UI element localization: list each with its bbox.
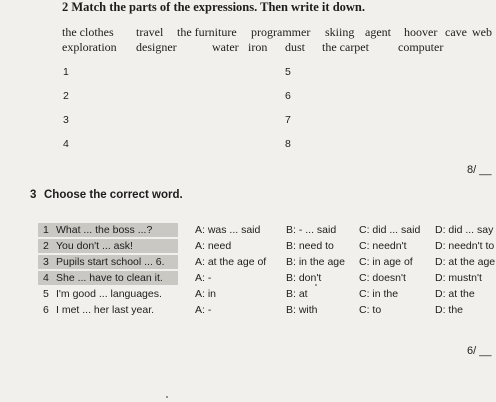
- option-d[interactable]: D: at the age: [435, 256, 496, 268]
- match-number-left: 1: [63, 66, 69, 78]
- word-bank-word: exploration: [62, 40, 117, 54]
- option-c[interactable]: C: in age of: [359, 256, 413, 268]
- word-bank-word: skiing: [325, 25, 355, 39]
- word-bank-word: web: [472, 25, 492, 39]
- question-row: [38, 222, 496, 238]
- option-b[interactable]: B: in the age: [286, 256, 345, 268]
- word-bank-word: hoover: [404, 25, 438, 39]
- word-bank-row-1: [62, 25, 496, 40]
- match-number-right: 7: [285, 114, 291, 126]
- question-row: [38, 270, 496, 286]
- word-bank-word: dust: [285, 40, 306, 54]
- option-d[interactable]: D: did ... say: [435, 224, 494, 236]
- speck: [315, 284, 317, 286]
- question-text: You don't ... ask!: [56, 240, 133, 252]
- question-row: [38, 286, 496, 302]
- question-text: I'm good ... languages.: [56, 288, 162, 300]
- word-bank-word: the furniture: [177, 25, 237, 39]
- option-c[interactable]: C: in the: [359, 288, 399, 300]
- question-number: 2: [43, 240, 49, 252]
- question-number: 3: [43, 256, 49, 268]
- match-number-right: 6: [285, 90, 291, 102]
- option-b[interactable]: B: need to: [286, 240, 334, 252]
- option-b[interactable]: B: at: [286, 288, 308, 300]
- exercise-3-number: 3: [30, 189, 37, 201]
- option-b[interactable]: B: - ... said: [286, 224, 337, 236]
- word-bank-word: iron: [248, 40, 268, 54]
- word-bank: [62, 25, 496, 55]
- word-bank-word: the clothes: [62, 25, 114, 39]
- word-bank-word: programmer: [251, 25, 311, 39]
- speck: [166, 396, 168, 398]
- question-table: [38, 222, 496, 318]
- word-bank-word: cave: [445, 25, 467, 39]
- option-a[interactable]: A: need: [195, 240, 232, 252]
- option-d[interactable]: D: the: [435, 304, 464, 316]
- match-number-left: 2: [63, 90, 69, 102]
- match-number-right: 8: [285, 138, 291, 150]
- word-bank-word: agent: [365, 25, 391, 39]
- option-c[interactable]: C: did ... said: [359, 224, 421, 236]
- match-number-left: 3: [63, 114, 69, 126]
- option-a[interactable]: A: in: [195, 288, 217, 300]
- option-a[interactable]: A: at the age of: [195, 256, 267, 268]
- option-c[interactable]: C: needn't: [359, 240, 407, 252]
- option-c[interactable]: C: doesn't: [359, 272, 406, 284]
- question-row: [38, 254, 496, 270]
- question-text: What ... the boss ...?: [56, 224, 153, 236]
- option-d[interactable]: D: needn't to: [435, 240, 495, 252]
- question-row: [38, 238, 496, 254]
- question-number: 1: [43, 224, 49, 236]
- exercise-3-title: Choose the correct word.: [44, 189, 183, 201]
- option-d[interactable]: D: at the: [435, 288, 475, 300]
- word-bank-row-2: [62, 40, 496, 55]
- match-number-left: 4: [63, 138, 69, 150]
- option-d[interactable]: D: mustn't: [435, 272, 482, 284]
- question-number: 5: [43, 288, 49, 300]
- option-a[interactable]: A: -: [195, 272, 212, 284]
- question-row: [38, 302, 496, 318]
- option-b[interactable]: B: with: [286, 304, 318, 316]
- option-c[interactable]: C: to: [359, 304, 382, 316]
- question-number: 6: [43, 304, 49, 316]
- exercise-3-score: 6/ __: [467, 345, 492, 357]
- word-bank-word: travel: [136, 25, 164, 39]
- question-text: I met ... her last year.: [56, 304, 155, 316]
- word-bank-word: the carpet: [322, 40, 369, 54]
- exercise-2-title: 2 Match the parts of the expressions. Then write it down.: [62, 0, 366, 14]
- option-b[interactable]: B: don't: [286, 272, 322, 284]
- question-text: Pupils start school ... 6.: [56, 256, 165, 268]
- option-a[interactable]: A: -: [195, 304, 212, 316]
- question-text: She ... have to clean it.: [56, 272, 163, 284]
- word-bank-word: computer: [398, 40, 444, 54]
- option-a[interactable]: A: was ... said: [195, 224, 261, 236]
- question-number: 4: [43, 272, 49, 284]
- exercise-2-score: 8/ __: [467, 164, 492, 176]
- word-bank-word: designer: [136, 40, 177, 54]
- match-number-right: 5: [285, 66, 291, 78]
- word-bank-word: water: [212, 40, 239, 54]
